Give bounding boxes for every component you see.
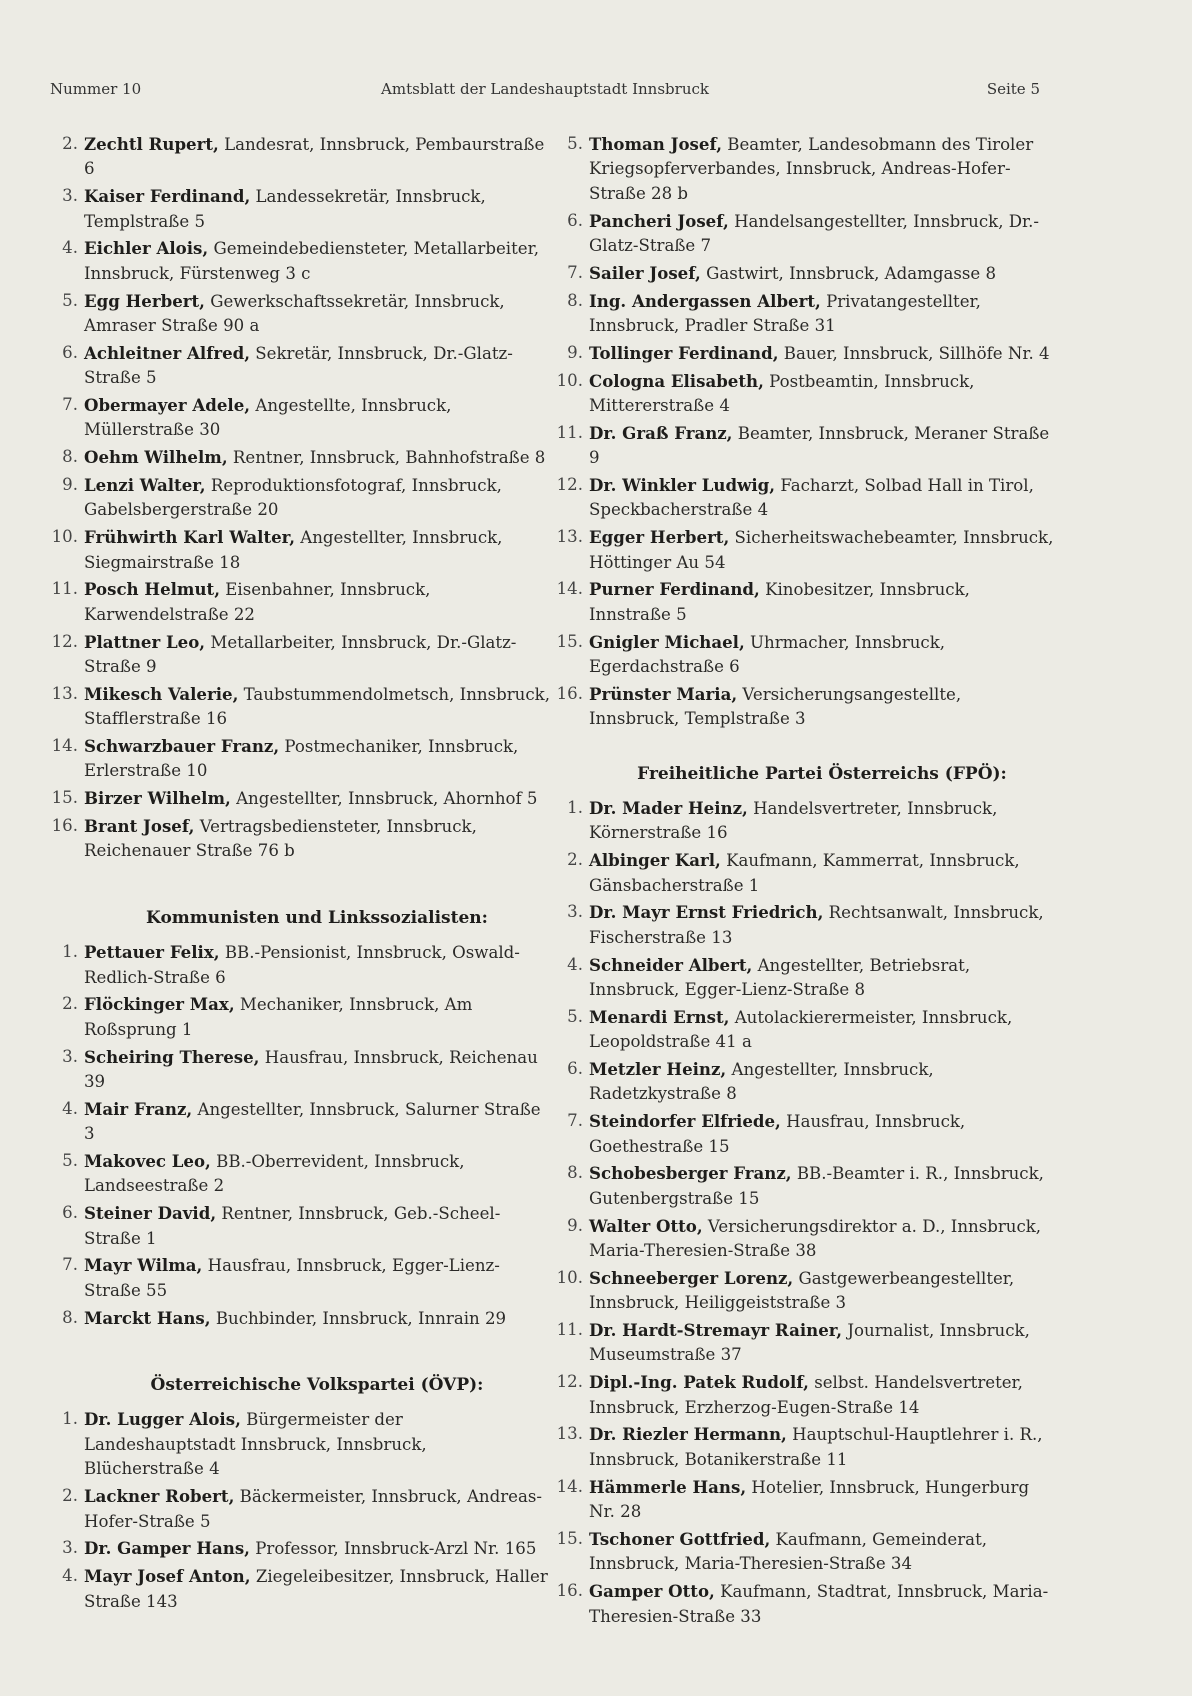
candidate-entry [555,900,1055,950]
candidate-name: Plattner Leo, [84,631,206,652]
candidate-name: Lackner Robert, [84,1486,235,1507]
candidate-details: Rentner, Innsbruck, Geb.-Scheel-Straße 1 [84,1204,501,1248]
left-column [50,132,550,1616]
candidate-name: Flöckinger Max, [84,994,235,1015]
entry-number: 4. [62,1098,78,1118]
candidate-entry [50,525,550,575]
candidate-details: Mechaniker, Innsbruck, Am Roßsprung 1 [84,995,473,1039]
candidate-entry [50,992,550,1042]
candidate-name: Posch Helmut, [84,579,220,600]
candidate-entry [555,209,1055,259]
candidate-entry [50,577,550,627]
candidate-entry [555,1579,1055,1629]
candidate-details: BB.-Oberrevident, Innsbruck, Landseestraße 2 [84,1152,465,1196]
entry-number: 6. [567,1059,583,1079]
candidate-details: Kaufmann, Stadtrat, Innsbruck, Maria-Theresien-Straße 33 [589,1582,1049,1626]
candidate-entry [50,1097,550,1147]
candidate-details: Journalist, Innsbruck, Museumstraße 37 [589,1321,1030,1365]
candidate-name: Frühwirth Karl Walter, [84,527,295,548]
candidate-details: Bauer, Innsbruck, Sillhöfe Nr. 4 [783,343,1050,363]
entry-number: 2. [567,850,583,870]
entry-number: 1. [567,798,583,818]
candidate-details: Uhrmacher, Innsbruck, Egerdachstraße 6 [589,632,946,677]
candidate-name: Albinger Karl, [589,850,721,871]
section-heading-oevp: Österreichische Volkspartei (ÖVP): [150,1375,484,1396]
candidate-details: Angestellter, Betriebsrat, Innsbruck, Egger-Lienz-Straße 8 [589,955,971,1000]
candidate-name: Walter Otto, [589,1215,703,1236]
candidate-entry [555,473,1055,523]
entry-number: 8. [567,1163,583,1183]
candidate-entry [555,682,1055,732]
candidate-details: BB.-Pensionist, Innsbruck, Oswald-Redlich-Straße 6 [84,943,520,987]
candidate-name: Egg Herbert, [84,290,205,311]
candidate-entry [555,796,1055,846]
candidate-details: Beamter, Landesobmann des Tiroler Kriegsopferverbandes, Innsbruck, Andreas-Hofer-Straße 28 b [589,135,1034,203]
candidate-details: Angestellter, Innsbruck, Radetzkystraße 8 [589,1060,934,1104]
candidate-name: Schneider Albert, [589,954,753,975]
right-column [555,132,1055,1631]
candidate-details: Angestellter, Innsbruck, Siegmairstraße 18 [84,528,503,572]
candidate-name: Gnigler Michael, [589,631,745,652]
entry-number: 13. [51,683,78,703]
candidate-entry [555,1422,1055,1472]
entry-number: 7. [567,262,583,282]
candidate-details: Landesrat, Innsbruck, Pembaurstraße 6 [84,135,545,179]
entry-number: 8. [62,1307,78,1327]
candidate-entry [50,814,550,864]
entry-number: 14. [51,736,78,756]
candidate-entry [555,132,1055,206]
candidate-entry [555,289,1055,339]
entry-number: 5. [62,1151,78,1171]
candidate-details: Beamter, Innsbruck, Meraner Straße 9 [589,423,1050,468]
publication-title: Amtsblatt der Landeshauptstadt Innsbruck [381,80,709,98]
candidate-entry [555,1109,1055,1159]
candidate-name: Metzler Heinz, [589,1059,727,1080]
candidate-details: Hotelier, Innsbruck, Hungerburg Nr. 28 [589,1477,1030,1522]
candidate-name: Steindorfer Elfriede, [589,1111,781,1132]
candidate-name: Ing. Andergassen Albert, [589,290,821,311]
issue-number: Nummer 10 [50,80,142,98]
candidate-details: Hausfrau, Innsbruck, Reichenau 39 [84,1047,538,1092]
entry-number: 3. [62,186,78,206]
entry-number: 13. [556,527,583,547]
candidate-entry [555,261,1055,286]
candidate-name: Dr. Mayr Ernst Friedrich, [589,902,824,923]
entry-number: 10. [556,370,583,390]
entry-number: 10. [556,1267,583,1287]
candidate-entry [555,1057,1055,1107]
candidate-name: Mayr Wilma, [84,1255,203,1276]
candidate-details: Gewerkschaftssekretär, Innsbruck, Amraser Straße 90 a [84,291,505,336]
candidate-name: Sailer Josef, [589,262,701,283]
candidate-details: Sekretär, Innsbruck, Dr.-Glatz-Straße 5 [84,343,513,388]
candidate-name: Brant Josef, [84,816,195,837]
candidate-name: Makovec Leo, [84,1151,211,1172]
candidate-entry [50,1201,550,1251]
candidate-details: Hausfrau, Innsbruck, Egger-Lienz-Straße 55 [84,1256,500,1300]
candidate-entry [50,445,550,470]
candidate-name: Hämmerle Hans, [589,1476,747,1497]
candidate-details: Taubstummendolmetsch, Innsbruck, Stafflerstraße 16 [84,684,550,729]
candidate-name: Cologna Elisabeth, [589,370,764,391]
candidate-details: Hauptschul-Hauptlehrer i. R., Innsbruck, Botanikerstraße 11 [589,1425,1043,1469]
entry-number: 2. [62,1486,78,1506]
page-header [50,80,1040,106]
candidate-entry [555,1214,1055,1264]
entry-number: 11. [51,579,78,599]
entry-number: 10. [51,527,78,547]
candidate-details: Handelsangestellter, Innsbruck, Dr.-Glatz-Straße 7 [589,211,1040,256]
entry-number: 4. [567,954,583,974]
candidate-details: Angestellte, Innsbruck, Müllerstraße 30 [84,396,452,440]
candidate-details: Kaufmann, Kammerrat, Innsbruck, Gänsbacherstraße 1 [589,851,1020,895]
candidate-entry [50,1045,550,1095]
candidate-entry [50,473,550,523]
candidate-list-kommunisten [50,940,550,1331]
candidate-details: Metallarbeiter, Innsbruck, Dr.-Glatz-Straße 9 [84,632,517,677]
candidate-entry [555,1161,1055,1211]
candidate-entry [50,940,550,990]
candidate-entry [555,848,1055,898]
candidate-name: Birzer Wilhelm, [84,788,231,809]
candidate-details: Vertragsbediensteter, Innsbruck, Reichenauer Straße 76 b [84,817,477,861]
entry-number: 6. [62,1203,78,1223]
candidate-name: Schobesberger Franz, [589,1163,792,1184]
entry-number: 12. [556,1372,583,1392]
candidate-details: BB.-Beamter i. R., Innsbruck, Gutenbergstraße 15 [589,1164,1044,1208]
candidate-name: Zechtl Rupert, [84,134,219,154]
candidate-name: Menardi Ernst, [589,1006,730,1027]
candidate-name: Mayr Josef Anton, [84,1566,251,1587]
candidate-details: Rechtsanwalt, Innsbruck, Fischerstraße 13 [589,903,1044,947]
entry-number: 5. [62,290,78,310]
candidate-details: Rentner, Innsbruck, Bahnhofstraße 8 [232,448,546,468]
candidate-details: Versicherungsdirektor a. D., Innsbruck, Maria-Theresien-Straße 38 [589,1216,1042,1261]
candidate-name: Kaiser Ferdinand, [84,186,251,207]
entry-number: 4. [62,238,78,258]
candidate-details: Privatangestellter, Innsbruck, Pradler Straße 31 [589,291,981,336]
candidate-name: Tollinger Ferdinand, [589,342,779,363]
candidate-entry [50,630,550,680]
entry-number: 3. [62,1046,78,1066]
candidate-details: selbst. Handelsvertreter, Innsbruck, Erzherzog-Eugen-Straße 14 [589,1373,1023,1417]
candidate-details: Gastwirt, Innsbruck, Adamgasse 8 [706,263,997,283]
candidate-name: Tschoner Gottfried, [589,1528,771,1549]
entry-number: 16. [556,683,583,703]
candidate-name: Schneeberger Lorenz, [589,1267,794,1288]
candidate-name: Eichler Alois, [84,238,209,259]
candidate-details: Reproduktionsfotograf, Innsbruck, Gabelsbergerstraße 20 [84,476,502,520]
candidate-entry [555,1370,1055,1420]
candidate-entry [555,630,1055,680]
entry-number: 3. [62,1538,78,1558]
entry-number: 3. [567,902,583,922]
entry-number: 16. [556,1581,583,1601]
candidate-entry [50,1484,550,1534]
candidate-entry [50,289,550,339]
candidate-name: Marckt Hans, [84,1307,211,1328]
candidate-name: Oehm Wilhelm, [84,447,228,468]
candidate-list-fpoe [555,796,1055,1629]
candidate-name: Dipl.-Ing. Patek Rudolf, [589,1372,809,1393]
candidate-name: Dr. Winkler Ludwig, [589,475,776,496]
entry-number: 9. [62,475,78,495]
candidate-name: Pettauer Felix, [84,942,220,963]
candidate-entry [555,1318,1055,1368]
entry-number: 5. [567,134,583,153]
candidate-name: Pancheri Josef, [589,210,729,231]
entry-number: 8. [62,447,78,467]
section-heading-kommunisten: Kommunisten und Linkssozialisten: [146,907,488,928]
entry-number: 7. [62,1255,78,1275]
candidate-details: Kaufmann, Gemeinderat, Innsbruck, Maria-Theresien-Straße 34 [589,1529,988,1574]
entry-number: 2. [62,994,78,1014]
candidate-entry [555,577,1055,627]
candidate-name: Thoman Josef, [589,134,723,154]
candidate-entry [555,1527,1055,1577]
candidate-name: Scheiring Therese, [84,1046,260,1067]
candidate-name: Egger Herbert, [589,527,730,548]
entry-number: 2. [62,134,78,153]
candidate-details: Angestellter, Innsbruck, Ahornhof 5 [236,789,538,809]
candidate-entry [555,1005,1055,1055]
candidate-name: Prünster Maria, [589,683,738,704]
entry-number: 13. [556,1424,583,1444]
candidate-name: Steiner David, [84,1203,217,1224]
entry-number: 1. [62,942,78,962]
candidate-list-spoe-continued [50,132,550,864]
candidate-details: Professor, Innsbruck-Arzl Nr. 165 [255,1539,537,1559]
candidate-details: Ziegeleibesitzer, Innsbruck, Haller Straße 143 [84,1567,548,1611]
candidate-details: Hausfrau, Innsbruck, Goethestraße 15 [589,1112,966,1156]
candidate-details: Facharzt, Solbad Hall in Tirol, Speckbacherstraße 4 [589,476,1034,520]
candidate-name: Dr. Riezler Hermann, [589,1424,787,1445]
candidate-name: Lenzi Walter, [84,475,206,496]
candidate-details: Handelsvertreter, Innsbruck, Körnerstraße 16 [589,799,998,843]
entry-number: 15. [556,631,583,651]
candidate-name: Schwarzbauer Franz, [84,736,280,757]
candidate-entry [50,236,550,286]
candidate-details: Gemeindebediensteter, Metallarbeiter, Innsbruck, Fürstenweg 3 c [84,239,539,283]
entry-number: 4. [62,1566,78,1586]
candidate-name: Achleitner Alfred, [84,342,251,363]
entry-number: 11. [556,422,583,442]
candidate-name: Dr. Hardt-Stremayr Rainer, [589,1320,843,1341]
candidate-name: Dr. Gamper Hans, [84,1538,250,1559]
candidate-details: Postbeamtin, Innsbruck, Mittererstraße 4 [589,371,975,416]
candidate-details: Angestellter, Innsbruck, Salurner Straße 3 [84,1099,541,1144]
candidate-entry [50,132,550,182]
candidate-list-oevp [50,1407,550,1613]
entry-number: 11. [556,1320,583,1340]
page-number: Seite 5 [986,80,1040,98]
entry-number: 12. [51,631,78,651]
entry-number: 12. [556,475,583,495]
candidate-list-oevp-continued [555,132,1055,732]
entry-number: 7. [567,1111,583,1131]
candidate-details: Gastgewerbeangestellter, Innsbruck, Heiliggeiststraße 3 [589,1268,1015,1313]
candidate-name: Dr. Graß Franz, [589,422,733,443]
candidate-details: Bürgermeister der Landeshauptstadt Innsbruck, Innsbruck, Blücherstraße 4 [84,1410,427,1479]
candidate-details: Kinobesitzer, Innsbruck, Innstraße 5 [589,580,970,624]
candidate-details: Sicherheitswachebeamter, Innsbruck, Höttinger Au 54 [589,528,1054,572]
candidate-entry [50,786,550,811]
candidate-name: Obermayer Adele, [84,395,251,416]
entry-number: 5. [567,1006,583,1026]
section-heading-fpoe: Freiheitliche Partei Österreichs (FPÖ): [637,763,1007,784]
candidate-name: Mair Franz, [84,1098,193,1119]
candidate-entry [50,1407,550,1481]
entry-number: 8. [567,290,583,310]
entry-number: 1. [62,1409,78,1429]
entry-number: 16. [51,816,78,836]
candidate-entry [50,393,550,443]
candidate-entry [555,369,1055,419]
entry-number: 15. [51,788,78,808]
entry-number: 7. [62,395,78,415]
candidate-name: Dr. Lugger Alois, [84,1409,241,1430]
candidate-name: Dr. Mader Heinz, [589,798,748,819]
candidate-entry [50,682,550,732]
candidate-entry [50,734,550,784]
candidate-entry [555,421,1055,471]
candidate-entry [50,1149,550,1199]
candidate-entry [50,1253,550,1303]
candidate-entry [555,525,1055,575]
candidate-details: Bäckermeister, Innsbruck, Andreas-Hofer-Straße 5 [84,1487,543,1531]
candidate-details: Versicherungsangestellte, Innsbruck, Templstraße 3 [589,684,962,729]
candidate-entry [50,1564,550,1614]
entry-number: 15. [556,1528,583,1548]
candidate-name: Mikesch Valerie, [84,683,239,704]
candidate-entry [555,341,1055,366]
entry-number: 14. [556,1476,583,1496]
candidate-details: Buchbinder, Innsbruck, Innrain 29 [215,1308,507,1328]
candidate-name: Purner Ferdinand, [589,579,760,600]
candidate-entry [555,1475,1055,1525]
candidate-details: Postmechaniker, Innsbruck, Erlerstraße 10 [84,737,519,781]
candidate-entry [50,184,550,234]
candidate-details: Autolackierermeister, Innsbruck, Leopoldstraße 41 a [589,1007,1013,1052]
candidate-entry [50,341,550,391]
entry-number: 6. [62,342,78,362]
entry-number: 9. [567,342,583,362]
candidate-name: Gamper Otto, [589,1581,715,1602]
candidate-entry [555,1266,1055,1316]
candidate-entry [555,953,1055,1003]
entry-number: 6. [567,210,583,230]
candidate-details: Eisenbahner, Innsbruck, Karwendelstraße 22 [84,580,431,624]
entry-number: 9. [567,1215,583,1235]
candidate-entry [50,1536,550,1561]
candidate-entry [50,1306,550,1331]
candidate-details: Landessekretär, Innsbruck, Templstraße 5 [84,187,486,231]
entry-number: 14. [556,579,583,599]
